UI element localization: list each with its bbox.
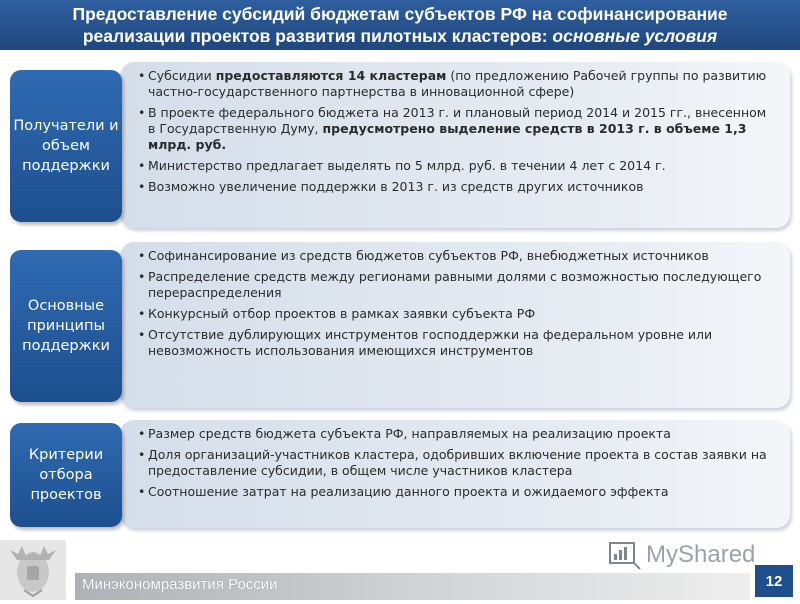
section-recipients: [10, 62, 790, 228]
section-criteria: [10, 420, 790, 528]
bullet-item: [138, 484, 772, 500]
watermark-text: MyShared: [646, 541, 756, 568]
slide-title-line-2-main: реализации проектов развития пилотных кластеров:: [82, 26, 548, 46]
bullet-item: [138, 426, 772, 442]
bullet-text: Размер средств бюджета субъекта РФ, направляемых на реализацию проекта: [148, 426, 671, 441]
section-label-criteria: Критерии отбора проектов: [10, 423, 122, 527]
coat-of-arms-icon: [0, 540, 66, 600]
bullet-text-bold: предусмотрено выделение средств в 2013 г. в объеме 1,3 млрд. руб.: [148, 121, 747, 152]
bullet-item: [138, 447, 772, 479]
bullet-text: Доля организаций-участников кластера, одобривших включение проекта в состав заявки на предоставление субсидии, в общем числе участников кластера: [148, 447, 767, 478]
bullet-item: [138, 269, 772, 301]
bullet-text: (по предложению Рабочей группы по развитию частно-государственного партнерства в инновационной сфере): [148, 68, 767, 99]
bullet-text: Распределение средств между регионами равными долями с возможностью последующего перераспределения: [148, 269, 762, 300]
section-label-recipients: Получатели и объем поддержки: [10, 70, 122, 222]
bullet-item: [138, 158, 772, 174]
section-content-recipients: [120, 62, 790, 228]
bullet-text: Софинансирование из средств бюджетов субъектов РФ, внебюджетных источников: [148, 248, 709, 263]
bullet-item: [138, 306, 772, 322]
footer: [0, 540, 800, 600]
bullet-item: [138, 327, 772, 359]
bullet-text: Возможно увеличение поддержки в 2013 г. из средств других источников: [148, 179, 644, 194]
bullet-text: Министерство предлагает выделять по 5 млрд. руб. в течении 4 лет с 2014 г.: [148, 158, 666, 173]
bullet-list-principles: [138, 248, 772, 359]
bullet-item: [138, 248, 772, 264]
slide-title-line-2: [0, 25, 800, 47]
ministry-name: Минэкономразвития России: [82, 576, 278, 593]
slide-title-line-2-emphasis: основные условия: [552, 26, 718, 46]
watermark: [608, 540, 770, 570]
bullet-list-criteria: [138, 426, 772, 500]
section-principles: [10, 242, 790, 408]
bullet-item: [138, 105, 772, 153]
slide-title: [0, 0, 800, 50]
section-label-principles: Основные принципы поддержки: [10, 250, 122, 402]
page-number: 12: [755, 565, 793, 597]
bullet-item: [138, 179, 772, 195]
bullet-text: Субсидии: [148, 68, 216, 83]
bullet-item: [138, 68, 772, 100]
bullet-text: Соотношение затрат на реализацию данного проекта и ожидаемого эффекта: [148, 484, 669, 499]
bullet-text: В проекте федерального бюджета на 2013 г. и плановый период 2014 и 2015 гг., внесенном в Государственную Думу,: [148, 105, 767, 136]
chart-board-icon: [608, 540, 642, 570]
slide-title-line-1: Предоставление субсидий бюджетам субъектов РФ на софинансирование: [72, 4, 728, 24]
bullet-text: Конкурсный отбор проектов в рамках заявки субъекта РФ: [148, 306, 536, 321]
bullet-text: Отсутствие дублирующих инструментов господдержки на федеральном уровне или невозможность использования имеющихся инструментов: [148, 327, 713, 358]
bullet-text-bold: предоставляются 14 кластерам: [215, 68, 447, 83]
bullet-list-recipients: [138, 68, 772, 195]
section-content-principles: [120, 242, 790, 408]
section-content-criteria: [120, 420, 790, 528]
